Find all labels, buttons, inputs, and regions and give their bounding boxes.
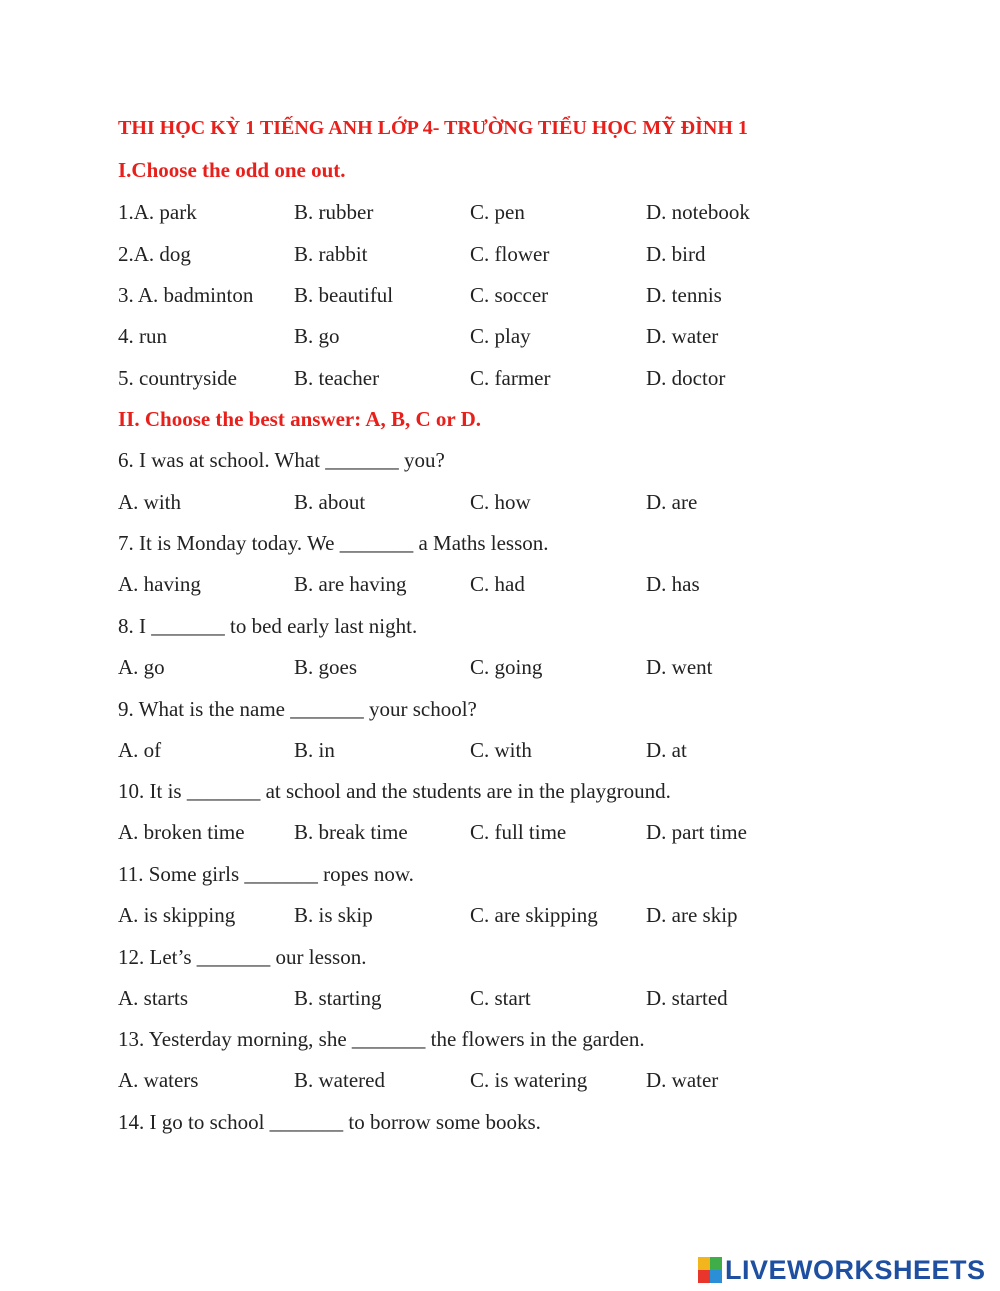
section-1-heading: I.Choose the odd one out.	[118, 158, 346, 182]
option-a: 2.A. dog	[118, 242, 191, 266]
odd-one-out-row	[0, 200, 1000, 230]
worksheet-title: THI HỌC KỲ 1 TIẾNG ANH LỚP 4- TRƯỜNG TIỂU HỌC MỸ ĐÌNH 1	[118, 117, 748, 139]
odd-one-out-row	[0, 324, 1000, 354]
option-a: A. waters	[118, 1068, 199, 1092]
answer-options-row	[0, 820, 1000, 850]
question-text: 9. What is the name _______ your school?	[118, 697, 477, 721]
option-c: C. with	[470, 738, 532, 762]
option-c: C. had	[470, 572, 525, 596]
question-text: 12. Let’s _______ our lesson.	[118, 945, 367, 969]
option-c: C. full time	[470, 820, 567, 844]
option-b: B. teacher	[294, 366, 380, 390]
answer-options-row	[0, 738, 1000, 768]
option-c: C. play	[470, 324, 531, 348]
option-d: D. has	[646, 572, 700, 596]
option-b: B. is skip	[294, 903, 373, 927]
option-a: A. having	[118, 572, 201, 596]
option-d: D. water	[646, 1068, 719, 1092]
answer-options-row	[0, 572, 1000, 602]
answer-options-row	[0, 903, 1000, 933]
option-c: C. pen	[470, 200, 525, 224]
option-a: 5. countryside	[118, 366, 237, 390]
odd-one-out-row	[0, 242, 1000, 272]
option-c: C. flower	[470, 242, 550, 266]
option-a: A. with	[118, 490, 181, 514]
option-b: B. rubber	[294, 200, 374, 224]
option-b: B. starting	[294, 986, 382, 1010]
answer-options-row	[0, 655, 1000, 685]
option-b: B. in	[294, 738, 335, 762]
question-text: 11. Some girls _______ ropes now.	[118, 862, 414, 886]
option-d: D. part time	[646, 820, 747, 844]
option-d: D. are skip	[646, 903, 738, 927]
answer-options-row	[0, 986, 1000, 1016]
option-d: D. notebook	[646, 200, 750, 224]
option-a: A. go	[118, 655, 165, 679]
option-d: D. tennis	[646, 283, 722, 307]
option-c: C. soccer	[470, 283, 549, 307]
option-c: C. are skipping	[470, 903, 598, 927]
option-d: D. bird	[646, 242, 706, 266]
option-a: A. starts	[118, 986, 188, 1010]
option-a: A. broken time	[118, 820, 245, 844]
question-text: 10. It is _______ at school and the students are in the playground.	[118, 779, 671, 803]
option-c: C. start	[470, 986, 531, 1010]
answer-options-row	[0, 490, 1000, 520]
option-d: D. started	[646, 986, 728, 1010]
option-d: D. at	[646, 738, 687, 762]
option-b: B. watered	[294, 1068, 385, 1092]
option-d: D. doctor	[646, 366, 726, 390]
option-b: B. are having	[294, 572, 407, 596]
logo-text: LIVEWORKSHEETS	[725, 1254, 986, 1285]
odd-one-out-row	[0, 283, 1000, 313]
option-c: C. is watering	[470, 1068, 588, 1092]
option-b: B. goes	[294, 655, 357, 679]
option-d: D. water	[646, 324, 719, 348]
option-a: 3. A. badminton	[118, 283, 254, 307]
option-b: B. go	[294, 324, 340, 348]
option-b: B. break time	[294, 820, 408, 844]
option-c: C. how	[470, 490, 531, 514]
question-text: 6. I was at school. What _______ you?	[118, 448, 445, 472]
question-text: 14. I go to school _______ to borrow some books.	[118, 1110, 541, 1134]
answer-options-row	[0, 1068, 1000, 1098]
question-text: 13. Yesterday morning, she _______ the flowers in the garden.	[118, 1027, 645, 1051]
option-d: D. are	[646, 490, 698, 514]
section-2-heading: II. Choose the best answer: A, B, C or D.	[118, 407, 482, 431]
option-d: D. went	[646, 655, 713, 679]
option-c: C. going	[470, 655, 543, 679]
option-c: C. farmer	[470, 366, 551, 390]
question-text: 7. It is Monday today. We _______ a Maths lesson.	[118, 531, 549, 555]
option-a: 4. run	[118, 324, 167, 348]
option-b: B. about	[294, 490, 366, 514]
liveworksheets-logo	[698, 1253, 998, 1287]
option-a: 1.A. park	[118, 200, 197, 224]
question-text: 8. I _______ to bed early last night.	[118, 614, 418, 638]
option-a: A. of	[118, 738, 162, 762]
option-a: A. is skipping	[118, 903, 236, 927]
option-b: B. rabbit	[294, 242, 368, 266]
odd-one-out-row	[0, 366, 1000, 396]
liveworksheets-logo-icon	[698, 1257, 722, 1283]
option-b: B. beautiful	[294, 283, 394, 307]
